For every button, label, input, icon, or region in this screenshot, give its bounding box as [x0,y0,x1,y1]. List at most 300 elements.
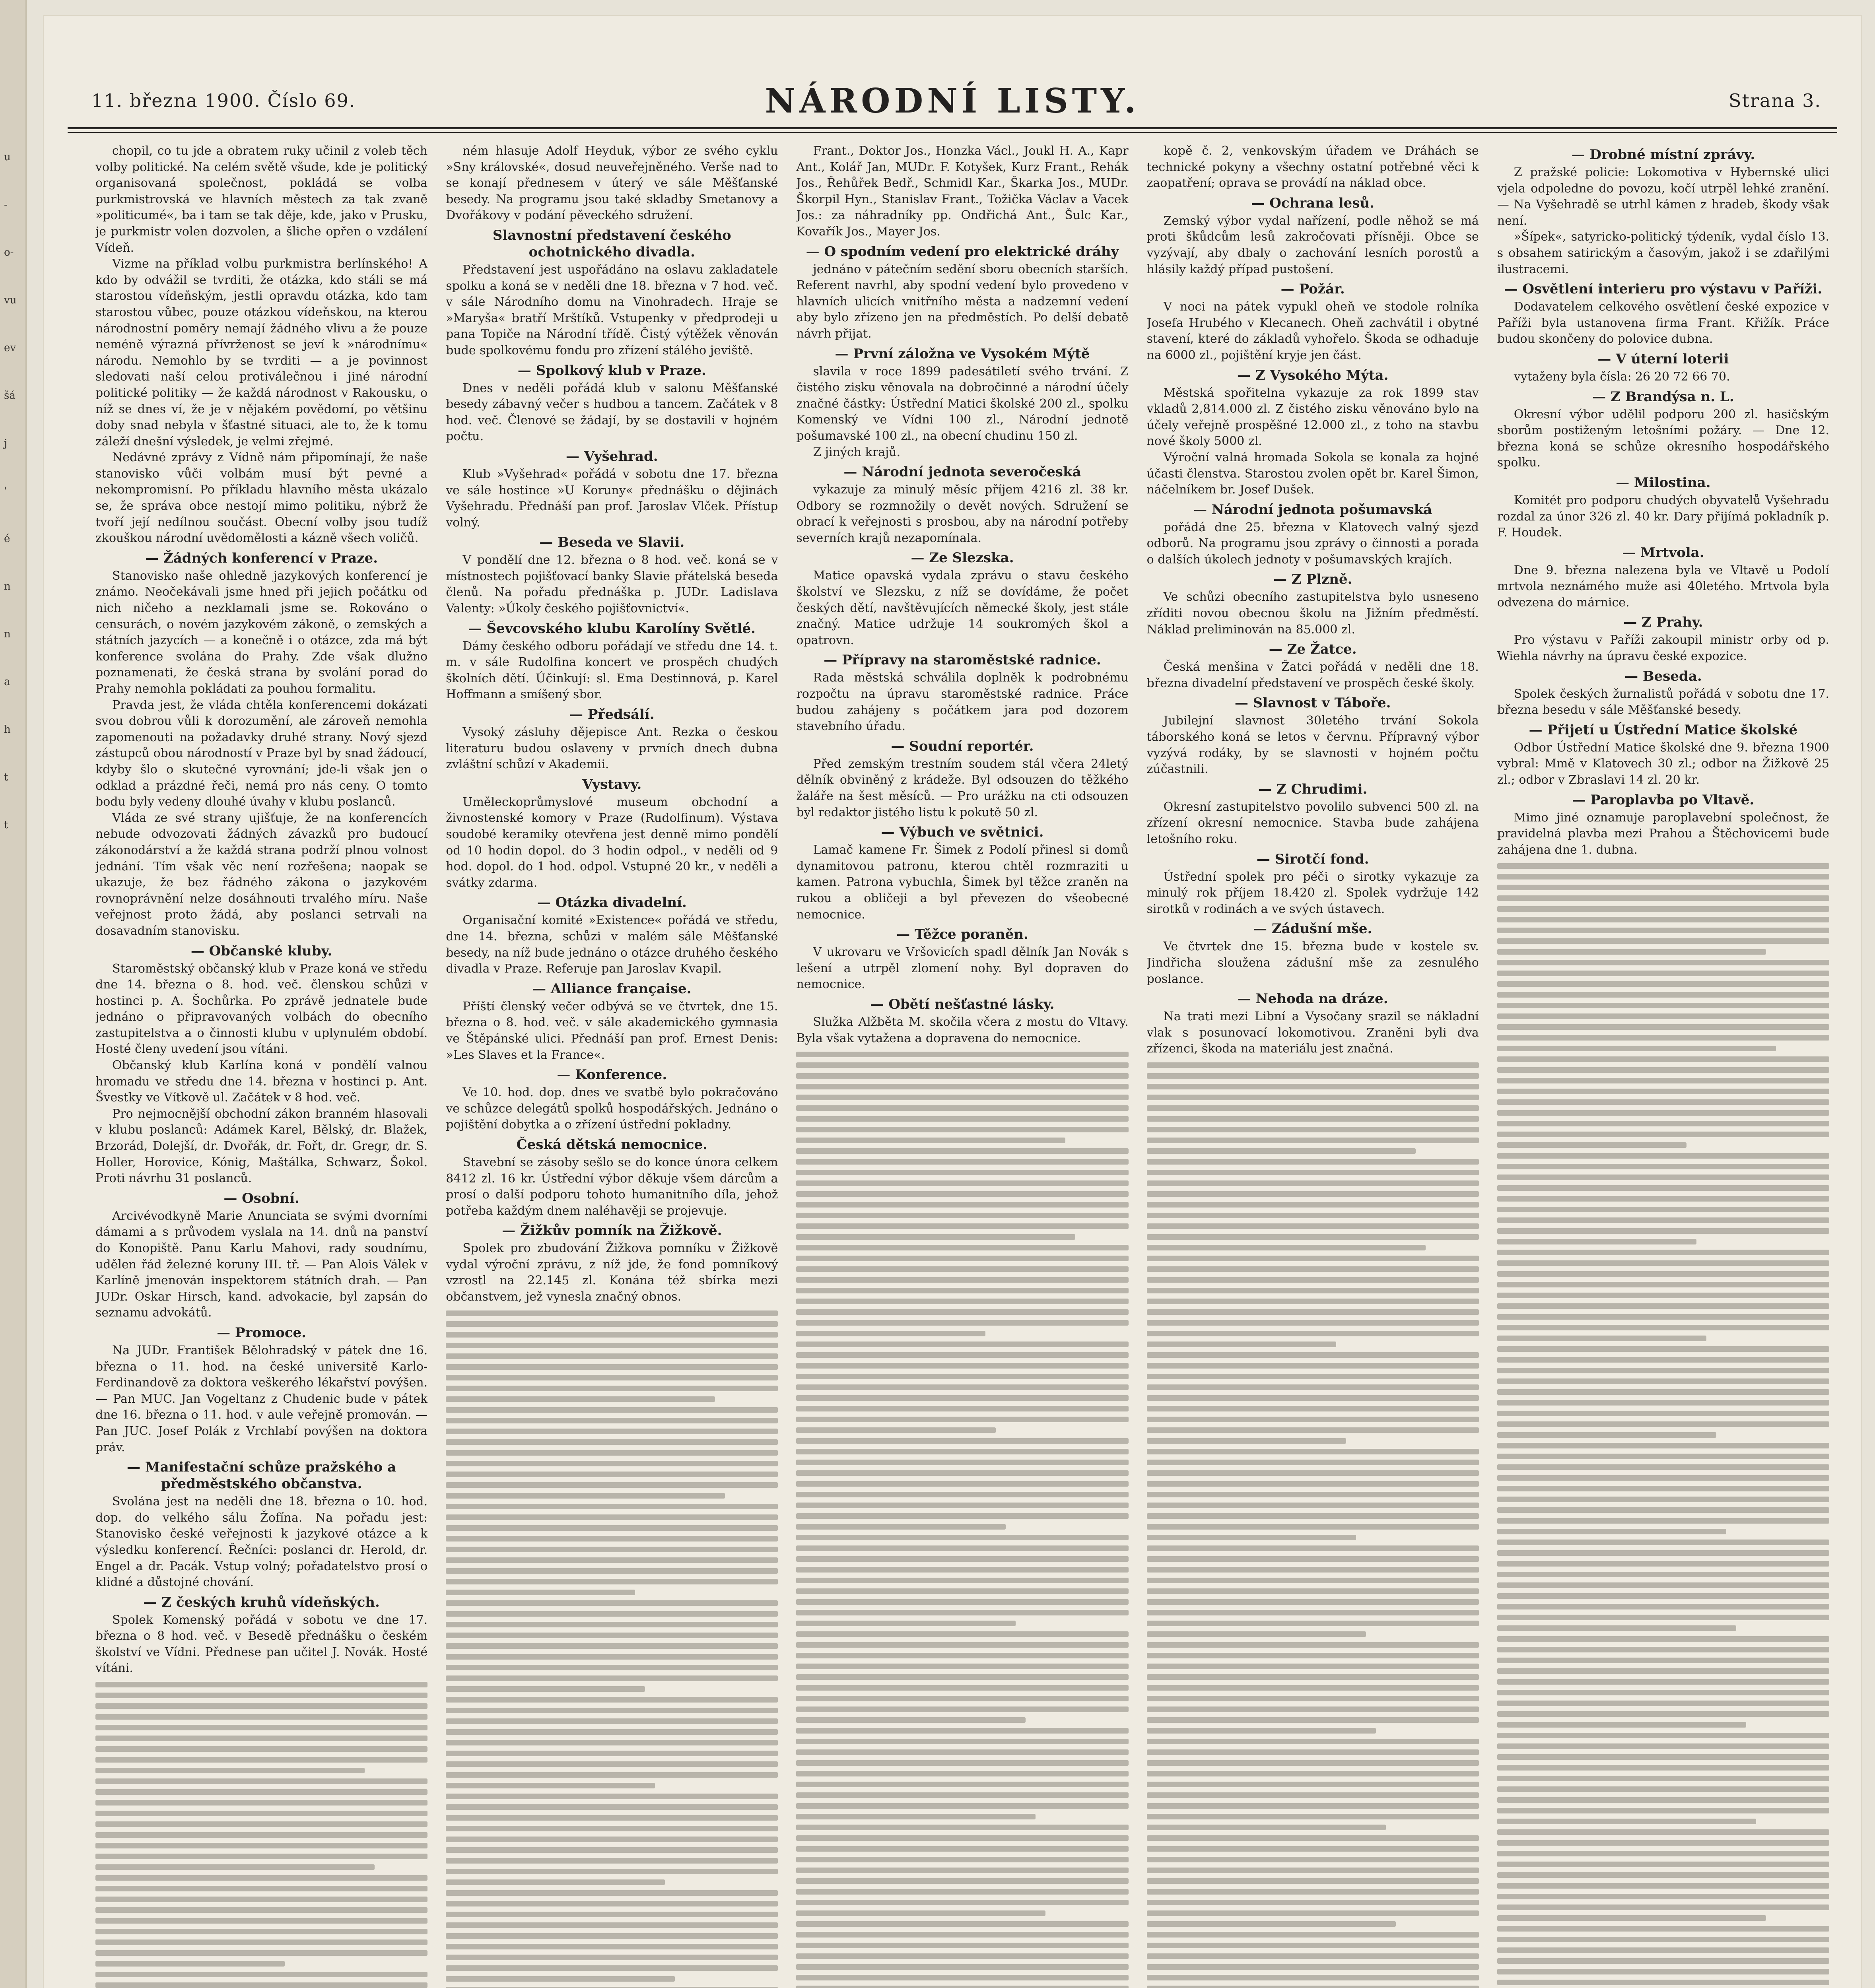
article-paragraph: Ve 10. hod. dop. dnes ve svatbě bylo pokračováno ve schůzce delegátů spolků hospodářských. Jednáno o pojištění dobytka a o zřízení ústřední pokladny. [446,1085,778,1132]
strip-letter: o- [4,247,14,258]
text-line [796,1986,1128,1988]
text-line [1147,1427,1479,1433]
text-line [1147,1717,1479,1723]
text-line [796,1664,1128,1669]
text-line [1497,1743,1829,1749]
strip-letter: šá [4,390,16,402]
text-line [1497,1110,1829,1116]
text-line [1147,1449,1479,1454]
text-line [95,1821,427,1827]
text-line [1147,1921,1396,1927]
text-line [95,1972,427,1977]
article-paragraph: Městská spořitelna vykazuje za rok 1899 stav vkladů 2,814.000 zl. Z čistého zisku věnováno bylo na účely veřejně prospěšné 12.000 zl., z toho na stavbu nové školy 5000 zl. [1146,386,1479,448]
text-line [796,1084,1128,1089]
article-paragraph: Zemský výbor vydal nařízení, podle něhož se má proti škůdcům lesů zakročovati přísněji. Obce se vyzývají, aby dbaly o zachování lesních porostů a hlásily každý případ pustošení. [1146,214,1479,276]
article-paragraph: Uměleckoprůmyslové museum obchodní a živnostenské komory v Praze (Rudolfinum). Výstava soudobé keramiky otevřena jest denně mimo pondělí od 10 hodin dopol. do 3 hodin odpol., v neděli od 9 hod. dopol. do 1 hod. odpol. Vstupné 20 kr., v neděli a svátky zdarma. [446,795,778,890]
text-line [95,1746,427,1752]
text-line [796,1460,1128,1465]
strip-letter: t [4,771,8,783]
text-line [1497,1701,1829,1706]
article-paragraph: Rada městská schválila doplněk k podrobnému rozpočtu na úpravu staroměstské radnice. Práce budou zahájeny s počátkem jara pod dozorem stavebního úřadu. [796,671,1129,734]
text-line [446,1364,778,1370]
article-paragraph: vytaženy byla čísla: 26 20 72 66 70. [1514,369,1730,384]
text-line [1497,1389,1829,1395]
article-paragraph: Spolek českých žurnalistů pořádá v sobotu dne 17. března besedu v sále Měšťanské besedy. [1497,687,1829,717]
text-line [796,1910,1045,1916]
text-line [446,1815,778,1821]
article-paragraph: pořádá dne 25. března v Klatovech valný sjezd odborů. Na programu jsou zprávy o činnosti a porada o dalších úkolech jednoty v pošumavských krajích. [1146,520,1479,567]
article-paragraph: Organisační komité »Existence« pořádá ve středu, dne 14. března, schůzi v malém sále Měšťanské besedy, na níž bude jednáno o otázce druhého českého divadla v Praze. Referuje pan Jaroslav Kvapil. [446,913,778,976]
text-line [446,1461,778,1466]
article-paragraph: vykazuje za minulý měsíc příjem 4216 zl. 38 kr. Odbory se rozmnožily o devět nových. Sdružení se obrací k veřejnosti s prosbou, aby na národní potřeby severních krajů nezapomínala. [796,483,1129,545]
article-heading: — Přípravy na staroměstské radnice. [824,652,1101,668]
article-paragraph: Vysoký zásluhy dějepisce Ant. Rezka o českou literaturu budou oslaveny v prvních dnech dubna zvláštní schůzí v Akademii. [446,725,778,772]
article-paragraph: Ve schůzi obecního zastupitelstva bylo usneseno zříditi novou obecnou školu na Jižním předměstí. Náklad preliminován na 85.000 zl. [1146,590,1479,637]
text-line [1497,1217,1829,1223]
text-line [1497,1647,1829,1652]
article-paragraph: Ústřední spolek pro péči o sirotky vykazuje za minulý rok příjem 18.420 zl. Spolek vydržuje 142 sirotků v rodinách a ve svých ústavech. [1146,870,1479,916]
text-line [446,1804,778,1810]
illegible-text-lines [95,1682,427,1988]
text-line [1497,1582,1829,1588]
text-line [446,1761,778,1767]
text-line [796,1342,1128,1347]
text-line [1147,1406,1479,1411]
text-line [95,1768,365,1773]
article-heading: — Ševcovského klubu Karolíny Světlé. [468,620,756,637]
text-line [796,1245,1128,1250]
text-line [1147,1664,1479,1669]
text-line [796,1159,1128,1165]
text-line [446,1590,635,1595]
text-line [1497,1293,1829,1298]
text-line [1497,1947,1829,1953]
text-line [796,1288,1128,1293]
text-line [1147,1309,1479,1315]
text-line [1147,1384,1479,1390]
article-heading: — Spolkový klub v Praze. [517,362,706,379]
text-line [1497,1314,1829,1320]
article-paragraph: Stavební se zásoby sešlo se do konce února celkem 8412 zl. 16 kr. Ústřední výbor děkuje všem dárcům a prosí o další podporu tohoto humanitního díla, jehož potřeba každým dnem naléhavěji se projevuje. [446,1155,778,1218]
article-paragraph: Pravda jest, že vláda chtěla konferencemi dokázati svou dobrou vůli k dorozumění, ale zároveň nemohla zapomenouti na požadavky druhé strany. Nový sjezd zástupců obou národností v Praze byl by snad žádoucí, kdyby šlo o skutečné vyrovnání; jde-li však jen o odklad a prázdné řeči, nemá pro nás ceny. O tomto bodu byly vedeny dlouhé úvahy v klubu poslanců. [95,698,428,809]
text-line [95,1886,427,1891]
text-line [1497,1099,1829,1105]
text-line [446,1869,778,1874]
text-line [796,1073,1128,1079]
text-line [1497,1185,1829,1191]
text-line [1147,1685,1479,1691]
text-line [1147,1857,1479,1862]
text-line [1497,1067,1829,1073]
article-paragraph: Komitét pro podporu chudých obyvatelů Vyšehradu rozdal za únor 326 zl. 40 kr. Dary přijímá pokladník p. F. Houdek. [1497,493,1829,540]
text-line [1147,1460,1479,1465]
text-line [95,1714,427,1720]
text-line [1147,1342,1336,1347]
header-rule-thin [68,132,1837,133]
text-line [1147,1266,1479,1272]
text-line [796,1567,1128,1573]
text-line [446,1633,778,1638]
text-line [1147,1503,1479,1508]
text-line [1147,1986,1479,1988]
text-line [446,1826,778,1831]
text-line [95,1950,427,1956]
text-line [796,1223,1128,1229]
article-paragraph: Nedávné zprávy z Vídně nám připomínají, že naše stanovisko vůči volbám musí být pevné a nekompromisní. Po příkladu hlavního města ukázalo se, že správa obce nestojí mimo politiku, nýbrž že tvoří její nedílnou součást. Obecní volby jsou tudíž zkouškou národní uvědomělosti a kázně všech voličů. [95,450,428,546]
text-line [1497,1593,1829,1599]
text-line [796,1384,1128,1390]
text-line [1497,1679,1829,1685]
article-heading: Slavnostní představení českého ochotnického divadla. [492,227,731,260]
text-line [1147,1084,1479,1089]
text-line [1147,1545,1479,1551]
text-line [796,1932,1128,1938]
article-paragraph: Z jiných krajů. [813,445,901,459]
text-line [1147,1245,1426,1250]
text-line [446,1740,778,1745]
text-line [1497,1336,1706,1341]
article-paragraph: V pondělí dne 12. března o 8 hod. več. koná se v místnostech pojišťovací banky Slavie přátelská beseda členů. Na pořadu přednáška p. JUDr. Ladislava Valenty: »Úkoly českého pojišťovnictví«. [446,553,778,616]
text-line [1147,1352,1479,1358]
text-line [446,1493,725,1499]
article-heading: — Z českých kruhů vídeňských. [143,1594,380,1610]
text-line [796,1234,1075,1240]
text-line [796,1653,1128,1658]
text-line [1497,1260,1829,1266]
text-line [796,1449,1128,1454]
column-5 [1497,143,1829,1988]
illegible-text-lines [796,1052,1128,1988]
article-paragraph: Arcivévodkyně Marie Anunciata se svými dvorními dámami a s průvodem vyslala na 14. dnů na panství do Konopiště. Panu Karlu Mahovi, rady soudnímu, udělen řád železné koruny III. tř. — Pan Alois Válek v Karlíně jmenován inspektorem státních drah. — Pan JUDr. Oskar Hirsch, kand. advokacie, byl zapsán do seznamu advokátů. [95,1209,428,1320]
text-line [1497,1325,1829,1330]
text-line [1147,1846,1479,1852]
article-heading: — Ochrana lesů. [1251,195,1375,211]
text-line [796,1706,1128,1712]
text-line [446,1600,778,1606]
article-paragraph: Klub »Vyšehrad« pořádá v sobotu dne 17. března ve sále hostince »U Koruny« přednášku o dějinách Vyšehradu. Přednáší pan prof. Jaroslav Vlček. Přístup volný. [446,467,778,530]
text-line [796,1556,1128,1562]
text-line [1147,1739,1479,1744]
column-2 [446,143,778,1988]
article-paragraph: Frant., Doktor Jos., Honzka Václ., Joukl H. A., Kapr Ant., Kolář Jan, MUDr. F. Kotyšek, Kurz Frant., Rehák Jos., Řehůřek Bedř., Schmidl Kar., Škarka Jos., MUDr. Škorpil Hyn., Stanislav Frant., Tožička Václav a Vacek Jos.: za náhradníky pp. Ondřichá Ant., Šulc Kar., Kovařík Jos., Mayer Jos. [796,144,1129,239]
text-line [1147,1889,1479,1895]
article-paragraph: Okresní zastupitelstvo povolilo subvenci 500 zl. na zřízení okresní nemocnice. Stavba bude zahájena letošního roku. [1146,800,1479,846]
text-line [446,1686,645,1692]
text-line [446,1396,715,1402]
article-heading: — Z Plzně. [1273,571,1352,588]
strip-letter: é [4,533,10,545]
text-line [796,1503,1128,1508]
article-heading: — Drobné místní zprávy. [1571,147,1755,163]
text-line [1497,1754,1829,1760]
text-line [1147,1256,1479,1261]
text-line [1497,1003,1829,1008]
article-paragraph: Na JUDr. František Bělohradský v pátek dne 16. března o 11. hod. na české universitě Karlo-Ferdinandově za doktora veškerého lékařství povýšen. — Pan MUC. Jan Vogeltanz z Chudenic bude v pátek dne 16. března o 11. hod. v aule veřejně promován. — Pan JUC. Josef Polák z Vrchlabí povýšen na doktora práv. [95,1343,428,1454]
text-line [1147,1642,1479,1648]
text-line [796,1857,1128,1862]
text-line [1497,1829,1829,1835]
text-line [1497,1690,1829,1695]
text-line [1147,1653,1479,1658]
text-line [1147,1588,1479,1594]
text-line [446,1310,778,1316]
text-line [796,1739,1128,1744]
text-line [1497,906,1829,912]
text-line [1497,1013,1829,1019]
text-line [796,1116,1128,1122]
article-paragraph: Dne 9. března nalezena byla ve Vltavě u Podolí mrtvola neznámého muže asi 40letého. Mrtvola byla odvezena do márnice. [1497,563,1829,610]
text-line [796,1964,1128,1970]
text-line [1497,1432,1716,1438]
text-line [446,1472,778,1477]
text-line [1147,1116,1479,1122]
article-heading: — Z Vysokého Mýta. [1237,367,1389,383]
article-paragraph: Pro nejmocnější obchodní zákon branném hlasovali v klubu poslanců: Adámek Karel, Bělský, dr. Blažek, Brzorád, Dolejší, dr. Dvořák, dr. Fořt, dr. Gregr, dr. S. Holler, Horovice, Kónig, Maštálka, Schwarz, Šokol. Proti návrhu 31 poslanců. [95,1107,428,1186]
text-line [1497,1346,1829,1352]
text-line [1497,1711,1829,1717]
text-line [1497,1808,1829,1813]
text-line [446,1407,778,1413]
text-line [1147,1728,1376,1734]
text-line [1147,1674,1479,1680]
text-line [796,1610,1128,1615]
text-line [1497,917,1829,922]
text-line [1147,1771,1479,1776]
text-line [796,1760,1128,1766]
text-line [446,1536,778,1541]
article-paragraph: Stanovisko naše ohledně jazykových konferencí je známo. Neočekávali jsme hned při jejich počátku od nich ničeho a nezklamali jsme se. Rokováno o censurách, o novém jazykovém zákoně, o zemských a státních jazycích — a konečně i o otázce, zda má být konference svolána do Prahy. Zde však dlužno poznamenati, že česká strana by svolání porad do Prahy nemohla pokládati za pouhou formalitu. [95,569,428,696]
text-line [1147,1749,1479,1755]
article-paragraph: Česká menšina v Žatci pořádá v neděli dne 18. března divadelní představení ve prospěch české školy. [1146,660,1479,690]
text-line [95,1778,427,1784]
text-line [796,1148,1128,1154]
text-line [796,1685,1128,1691]
text-line [796,1524,1005,1530]
strip-letter: t [4,819,8,831]
text-line [1497,1862,1829,1867]
article-paragraph: Z pražské policie: Lokomotiva v Hybernské ulici vjela odpoledne do povozu, kočí utrpěl lehké zranění. — Na Vyšehradě se utrhl kámen z hradeb, škody však není. [1497,165,1829,228]
text-line [1147,1148,1416,1154]
text-line [446,1783,655,1788]
article-heading: — Nehoda na dráze. [1237,991,1388,1007]
text-line [1497,1400,1829,1406]
text-line [1147,1599,1479,1605]
article-paragraph: Služka Alžběta M. skočila včera z mostu do Vltavy. Byla však vytažena a dopravena do nemocnice. [796,1015,1129,1045]
text-line [796,1782,1128,1787]
text-line [446,1504,778,1509]
text-line [446,1418,778,1423]
article-heading: — Osvětlení interieru pro výstavu v Paříži. [1504,281,1823,297]
text-line [446,1708,778,1713]
article-heading: — Otázka divadelní. [537,895,687,911]
text-line [95,1897,427,1902]
article-heading: — Promoce. [217,1324,306,1341]
text-line [796,1470,1128,1476]
text-line [1497,1636,1829,1642]
text-line [446,1353,778,1359]
text-line [1497,1765,1829,1771]
text-line [1497,1540,1829,1545]
article-paragraph: Na trati mezi Libní a Vysočany srazil se nákladní vlak s posunovací lokomotivou. Zraněni byli dva zřízenci, škoda na materiálu jest značná. [1146,1010,1479,1056]
article-heading: Vystavy. [582,776,642,792]
text-line [95,1832,427,1838]
text-line [796,1052,1128,1057]
article-paragraph: Staroměstský občanský klub v Praze koná ve středu dne 14. března o 8. hod. več. členskou schůzi v hostinci p. A. Šochůrka. Po zprávě jednatele bude jednáno o připravovaných volbách do obecního zastupitelstva a o činnosti klubu v uplynulém období. Hosté členy uvedení jsou vítáni. [95,961,428,1056]
article-paragraph: Představení jest uspořádáno na oslavu zakladatele spolku a koná se v neděli dne 18. března v 7 hod. več. v sále Národního domu na Vinohradech. Hraje se »Maryša« bratří Mrštíků. Vstupenky v předprodeji u pana Topiče na Národní třídě. Čistý výtěžek věnován bude spolkovému fondu pro zřízení stálého jeviště. [446,262,778,357]
text-line [95,1875,427,1881]
strip-letter: a [4,676,10,688]
article-heading: — Soudní reportér. [891,738,1034,754]
text-line [1147,1062,1479,1068]
text-line [796,1868,1128,1873]
text-line [446,1987,778,1988]
article-paragraph: Dnes v neděli pořádá klub v salonu Měšťanské besedy zábavný večer s hudbou a tancem. Začátek v 8 hod. več. Členové se žádají, by se dostavili v hojném počtu. [446,381,778,444]
text-line [446,1751,778,1756]
text-line [1147,1760,1479,1766]
text-line [796,1062,1128,1068]
text-line [1497,863,1829,869]
text-line [1147,1213,1479,1218]
header-rule [68,127,1837,129]
text-line [796,1513,1128,1519]
strip-letter: n [4,580,11,592]
text-line [1147,1331,1479,1336]
text-line [796,1599,1128,1605]
text-line [1147,1191,1479,1197]
text-line [446,1858,778,1864]
article-heading: — Z Chrudimi. [1258,781,1368,797]
text-line [1497,1153,1829,1159]
text-line [796,1417,1128,1422]
text-line [446,1718,778,1724]
text-line [1497,1024,1829,1030]
text-line [1147,1470,1479,1476]
text-line [1147,1234,1479,1240]
text-line [1147,1567,1479,1573]
article-paragraph: Vláda ze své strany ujišťuje, že na konferencích nebude odvozovati žádných závazků pro budoucí zákonodárství a že každá strana podrží plnou volnost jednání. Tím však věc není rozřešena; naopak se ukazuje, že bez řádného zákona o jazykovém rovnoprávnění nelze dosáhnouti trvalého míru. Naše veřejnost proto žádá, aby poslanci setrvali na dosavadním stanovisku. [95,811,428,938]
text-line [796,1320,1128,1326]
newspaper-page [44,16,1861,1988]
text-line [796,1309,1128,1315]
text-line [1497,1668,1829,1674]
text-line [796,1191,1128,1197]
text-line [95,1800,427,1806]
article-heading: — Výbuch ve světnici. [881,824,1044,841]
article-paragraph: Matice opavská vydala zprávu o stavu českého školství ve Slezsku, z níž se dovídáme, že počet českých dětí, navštěvujících německé školy, jest stále značný. Matice udržuje 14 soukromých škol a opatrovn. [796,569,1129,647]
text-line [796,1202,1128,1208]
text-line [1497,1915,1766,1921]
text-line [1497,1894,1829,1899]
text-line [1497,1132,1829,1137]
masthead-title: NÁRODNÍ LISTY. [765,81,1140,120]
text-line [1497,1046,1776,1051]
text-line [796,1846,1128,1852]
text-line [1497,1851,1829,1856]
text-line [446,1933,778,1939]
text-line [796,1438,1128,1444]
article-heading: — První záložna ve Vysokém Mýtě [835,346,1090,362]
text-line [1147,1170,1479,1175]
text-line [796,1631,1128,1637]
text-line [1497,1507,1829,1513]
issue-date: 11. března 1900. Číslo 69. [91,90,356,111]
text-line [1497,1207,1829,1212]
text-line [1147,1932,1479,1938]
text-line [1497,1926,1829,1932]
article-heading: — Žižkův pomník na Žižkově. [502,1223,722,1239]
text-line [796,1170,1128,1175]
text-line [446,1654,778,1660]
text-line [446,1665,778,1670]
strip-letter: h [4,724,11,736]
text-line [796,1792,1128,1798]
text-line [796,1266,1128,1272]
text-line [1147,1524,1479,1530]
text-line [1497,1486,1829,1491]
article-paragraph: chopil, co tu jde a obratem ruky učinil z voleb těch volby politické. Na celém světě všude, kde je politický organisovaná společnost, pokládá se volba purkmistrovská ve hlavních městech za tak zvaně »politicumé«, ba i tam se tak děje, kde, jako v Prusku, je purkmistr volen dozvolen, a šliche opřen o vzdálení Vídeň. [95,144,428,255]
text-line [1497,1303,1829,1309]
text-line [446,1901,778,1906]
text-line [446,1332,778,1338]
text-line [1147,1299,1479,1304]
text-line [1147,1277,1479,1283]
text-line [95,1811,427,1816]
text-line [1147,1910,1479,1916]
text-line [1147,1868,1479,1873]
text-line [1147,1975,1479,1980]
text-line [446,1579,778,1584]
article-columns [95,143,1829,1988]
text-line [1497,1411,1829,1416]
text-line [446,1912,778,1917]
text-line [796,1642,1128,1648]
text-line [796,1481,1128,1487]
article-heading: — Osobní. [223,1190,299,1206]
text-line [1497,1615,1829,1620]
text-line [446,1568,778,1574]
text-line [446,1343,778,1348]
article-heading: — Těžce poraněn. [896,926,1028,943]
text-line [796,1352,1128,1358]
text-line [1497,1776,1829,1781]
strip-letter: n [4,628,11,640]
article-paragraph: Příští členský večer odbývá se ve čtvrtek, dne 15. března o 8. hod. več. v sále akademického gymnasia ve Štěpánské ulici. Přednáší pan prof. Ernest Denis: »Les Slaves et la France«. [446,999,778,1062]
text-line [796,1717,1025,1723]
text-line [1147,1159,1479,1165]
text-line [1147,1610,1479,1615]
article-heading: — Zádušní mše. [1253,921,1372,937]
text-line [1497,1905,1829,1910]
text-line [95,1682,427,1687]
text-line [1497,960,1829,965]
text-line [1147,1180,1479,1186]
text-line [1497,1733,1829,1738]
article-paragraph: jednáno v pátečním sedění sboru obecních starších. Referent navrhl, aby spodní vedení bylo provedeno v hlavních ulicích vnitřního města a nadzemní vedení aby bylo zřízeno jen na předměstích. Po delší debatě návrh přijat. [796,262,1129,341]
text-line [1497,1819,1756,1824]
text-line [1497,1378,1829,1384]
text-line [796,1492,1128,1497]
article-paragraph: Dámy českého odboru pořádají ve středu dne 14. t. m. v sále Rudolfina koncert ve prospěch chudých školních dětí. Účinkují: sl. Ema Destinnová, p. Karel Hoffmann a smíšený sbor. [446,639,778,702]
text-line [1497,1969,1829,1974]
article-paragraph: Svolána jest na neděli dne 18. března o 10. hod. dop. do velkého sálu Žofína. Na pořadu jest: Stanovisko české veřejnosti k jazykové otázce a k výsledku konferencí. Řečníci: poslanci dr. Herold, dr. Engel a dr. Pacák. Vstup volný; pořadatelstvo prosí o klidné a důstojné chování. [95,1495,428,1590]
text-line [796,1545,1128,1551]
text-line [796,1277,1128,1283]
text-line [95,1789,427,1795]
text-line [95,1939,427,1945]
text-line [1147,1288,1479,1293]
article-heading: — Ze Slezska. [911,550,1014,566]
text-line [1497,1454,1829,1459]
